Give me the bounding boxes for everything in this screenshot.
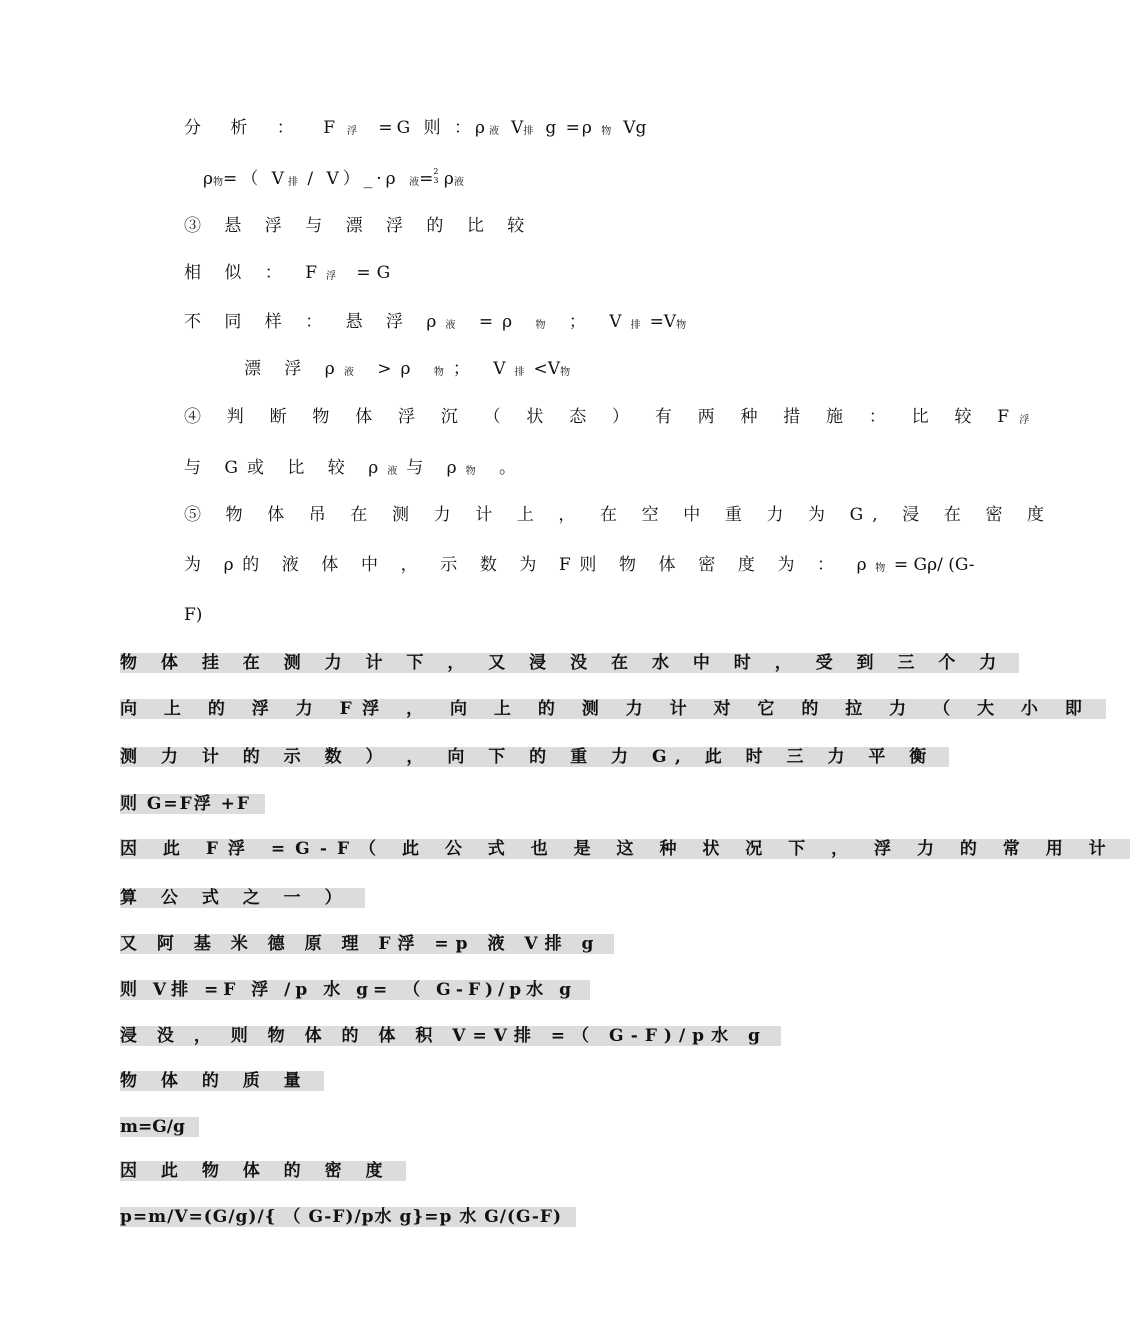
hl-line-8: 则 V排 =F 浮 /p 水 g= （ G-F)/p水 g xyxy=(120,979,590,1001)
hl-line-12: 因 此 物 体 的 密 度 xyxy=(120,1160,406,1182)
two-thirds-fraction: 2 3 xyxy=(433,167,439,185)
hl-line-4: 则 G=F浮 +F xyxy=(120,793,265,815)
hl-line-2: 向 上 的 浮 力 F浮 ， 向 上 的 测 力 计 对 它 的 拉 力 （ 大 小 即 xyxy=(120,698,1106,720)
hl-line-11: m=G/g xyxy=(120,1116,199,1138)
line-hang: ⑤ 物 体 吊 在 测 力 计 上 ， 在 空 中 重 力 为 G, 浸 在 密 度 xyxy=(184,505,1054,525)
line-similar: 相 似 ： F浮 =G xyxy=(184,263,397,283)
hl-line-7: 又 阿 基 米 德 原 理 F浮 =p 液 V排 g xyxy=(120,933,614,955)
hl-line-3: 测 力 计 的 示 数 ） ， 向 下 的 重 力 G, 此 时 三 力 平 衡 xyxy=(120,746,949,768)
hl-line-1: 物 体 挂 在 测 力 计 下 ， 又 浸 没 在 水 中 时 ， 受 到 三 个 力 xyxy=(120,652,1019,674)
hl-line-6: 算 公 式 之 一 ） xyxy=(120,887,365,909)
line-compare-g: 与 G或 比 较 ρ液与 ρ物 。 xyxy=(184,458,526,478)
hl-line-5: 因 此 F浮 =G-F（ 此 公 式 也 是 这 种 状 况 下 ， 浮 力 的 常 用 计 xyxy=(120,838,1130,860)
line-density: 为 ρ的 液 体 中 ， 示 数 为 F则 物 体 密 度 为 ： ρ物= Gρ/ (G- xyxy=(184,555,975,575)
hl-line-10: 物 体 的 质 量 xyxy=(120,1070,324,1092)
hl-line-9: 浸 没 ， 则 物 体 的 体 积 V=V排 =（ G-F)/p水 g xyxy=(120,1025,781,1047)
hl-line-13: p=m/V=(G/g)/{ （ G-F)/p水 g}=p 水 G/(G-F) xyxy=(120,1206,576,1228)
line-judge: ④ 判 断 物 体 浮 沉 （ 状 态 ） 有 两 种 措 施 ： 比 较 F浮 xyxy=(184,407,1040,427)
line-f-end: F) xyxy=(184,605,203,625)
line-float: 漂 浮 ρ液 >ρ 物； V排<V物 xyxy=(244,359,580,379)
line-analysis: 分 析 ： F浮 =G 则 ：ρ液V排g =ρ 物Vg xyxy=(184,118,647,138)
heading-compare: ③ 悬 浮 与 漂 浮 的 比 较 xyxy=(184,216,534,236)
line-different: 不 同 样 ： 悬 浮 ρ液 =ρ 物 ； V排=V物 xyxy=(184,312,696,332)
line-rho-formula: ρ物=（ V排 / V）_·ρ 液=2 3 ρ液 xyxy=(203,167,464,189)
